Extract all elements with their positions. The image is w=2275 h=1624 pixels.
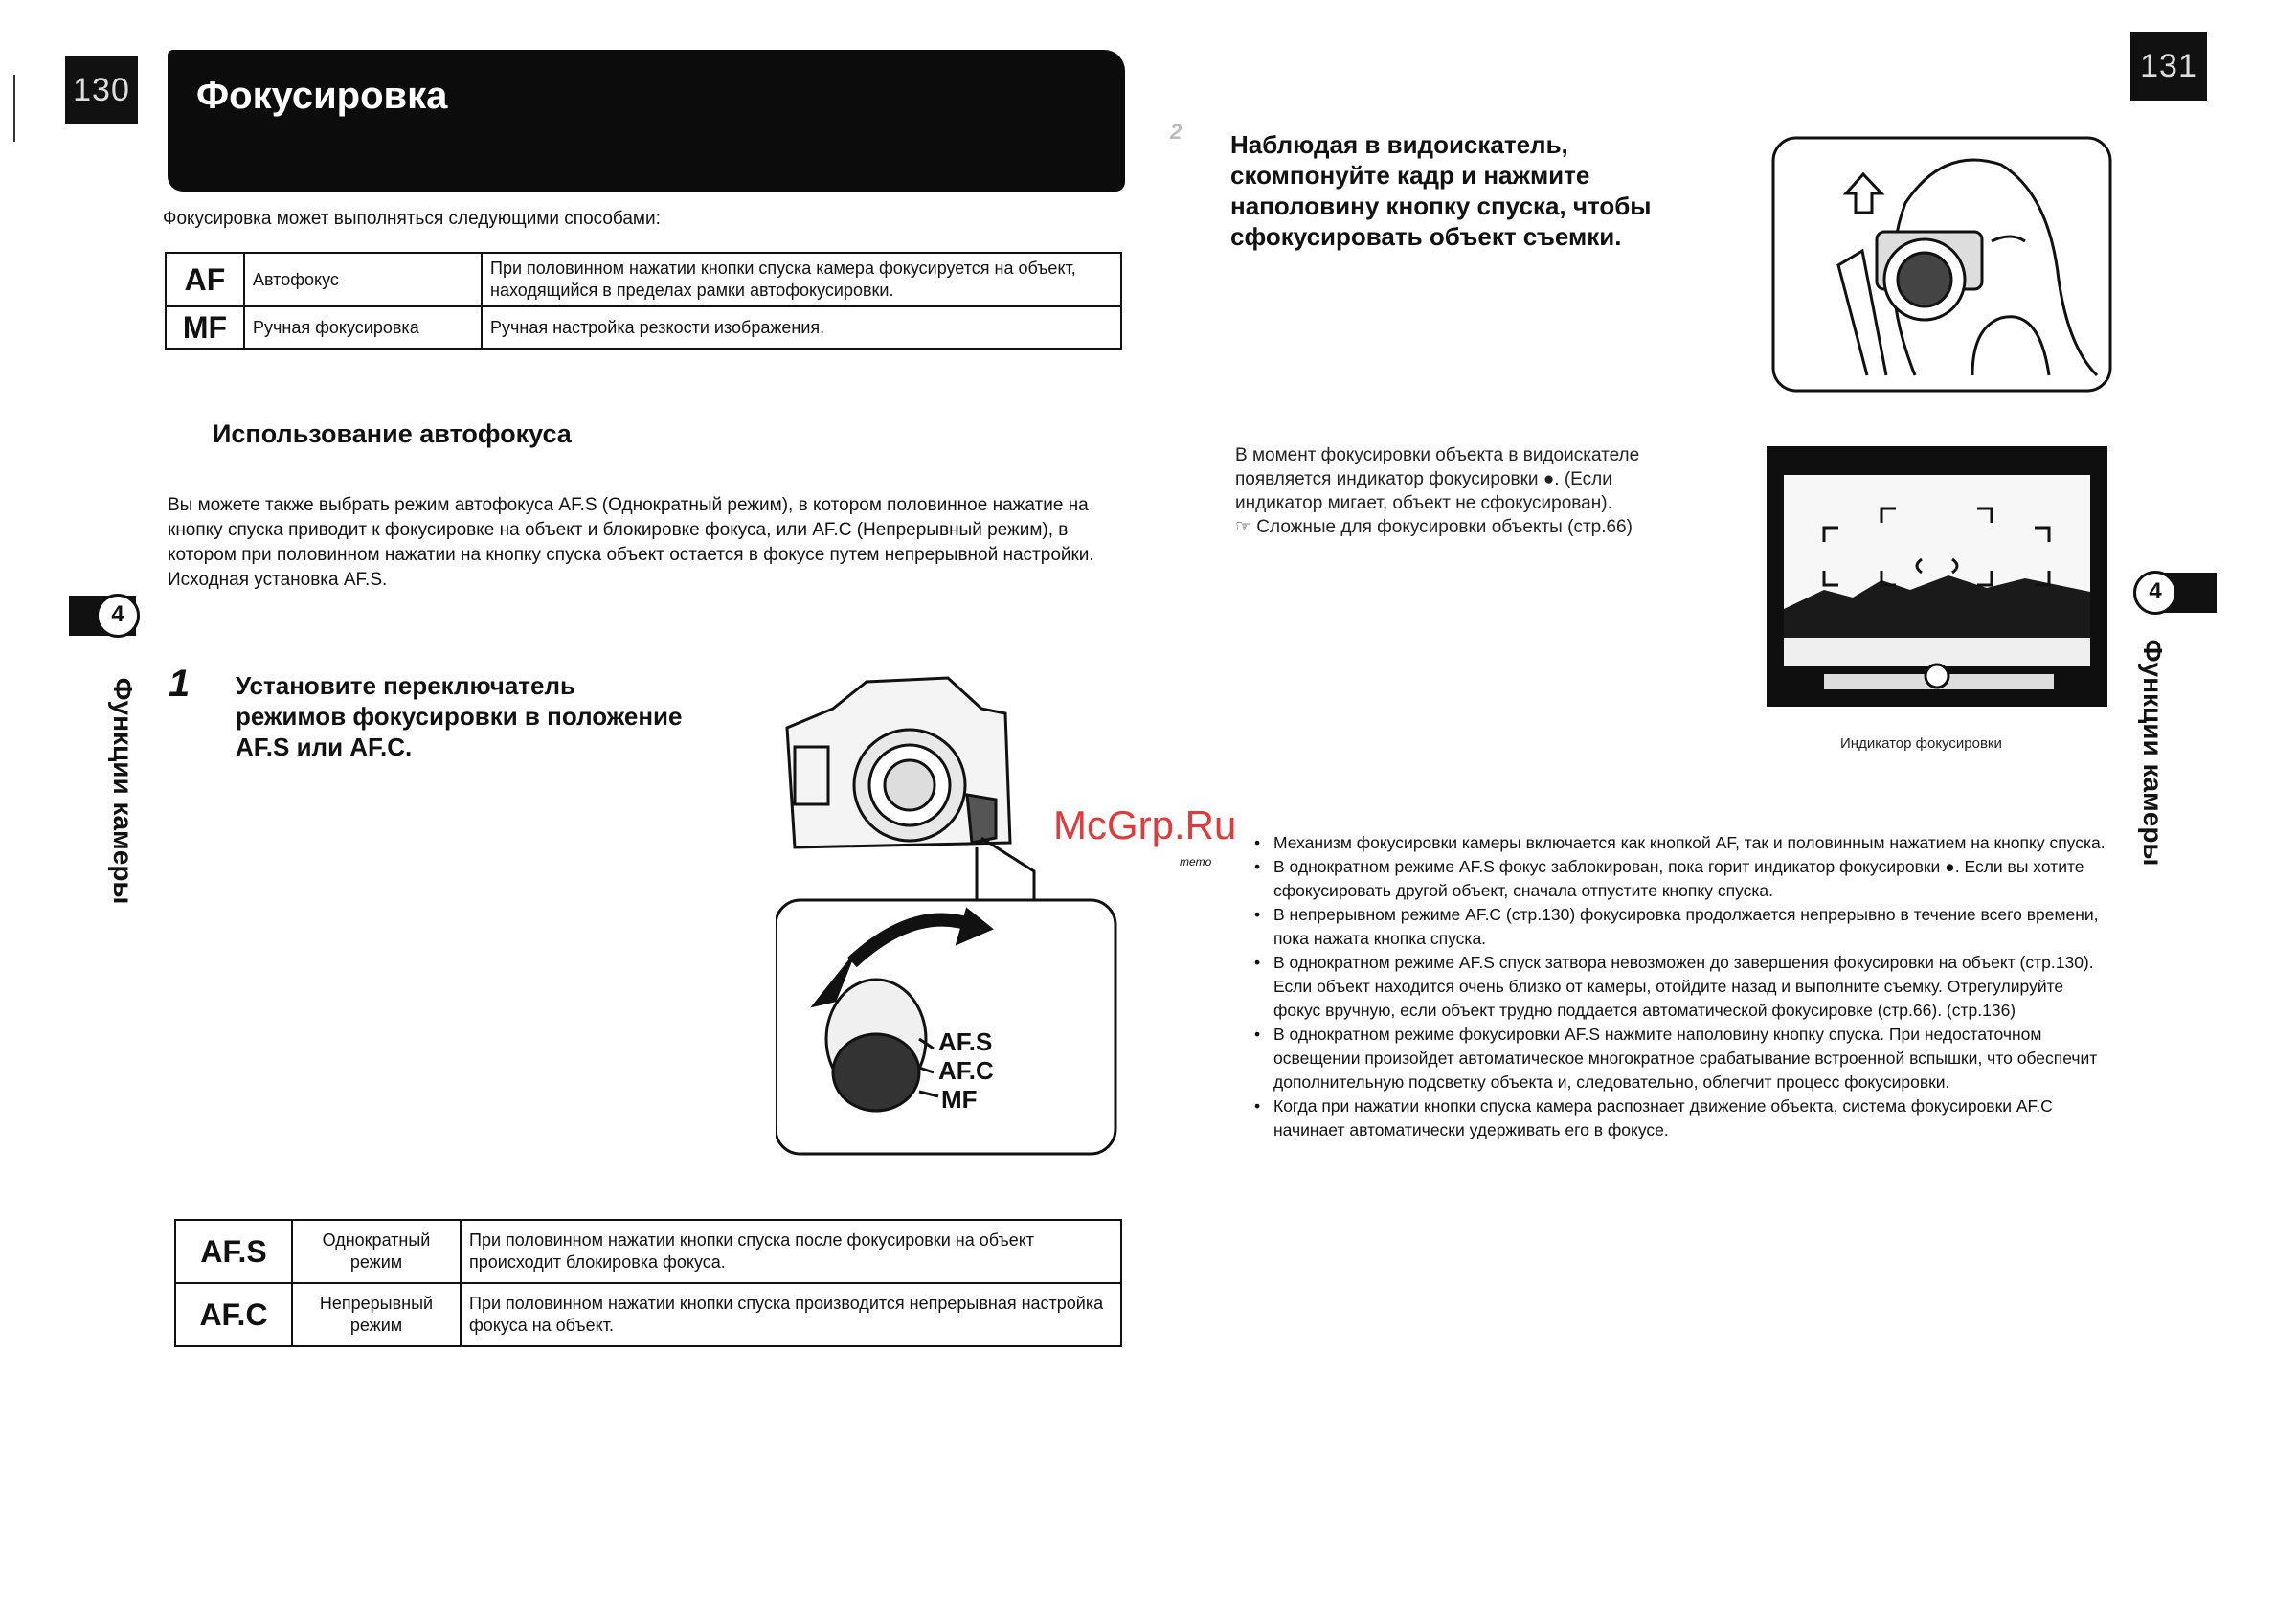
title-bar (168, 50, 1125, 192)
step-number: 1 (169, 663, 191, 705)
switch-label-afs: AF.S (938, 1027, 993, 1056)
chapter-tab-label: Функции камеры (108, 677, 138, 905)
focus-methods-table (165, 252, 1122, 350)
chapter-tab-number: 4 (2133, 571, 2177, 615)
mode-name: Однократный режим (292, 1220, 461, 1283)
table-row (166, 253, 1121, 306)
list-item: • В непрерывном режиме AF.C (стр.130) фокусировка продолжается непрерывно в течение всего времени, пока нажата кнопка спуска. (1250, 903, 2112, 951)
intro-text: Фокусировка может выполняться следующими способами: (163, 209, 661, 229)
section-paragraph: Вы можете также выбрать режим автофокуса AF.S (Однократный режим), в котором половинное нажатие на кнопку спуска приводит к фокусировке на объект и блокировке фокуса, или AF.C (Непрерывный режим), в котором при половинном нажатии на кнопку спуска объект остается в фокусе путем непрерывной настройки. Исходная установка AF.S. (168, 495, 1094, 590)
binding-mark (13, 75, 15, 142)
page-number-right: 131 (2130, 32, 2207, 101)
switch-label-afc: AF.C (938, 1056, 994, 1085)
list-item: • Когда при нажатии кнопки спуска камера распознает движение объекта, система фокусировки AF.C начинает автоматически удерживать его в фокусе. (1250, 1094, 2112, 1142)
section-heading: Использование автофокуса (213, 419, 572, 448)
mode-code: AF.C (175, 1283, 292, 1346)
method-name: Ручная фокусировка (244, 306, 482, 349)
list-item: • В однократном режиме AF.S спуск затвора невозможен до завершения фокусировки на объект (стр.130). Если объект находится очень близко от камеры, отойдите назад и выполните съемку. Отрегулируйте фокус вручную, если объект трудно поддается автоматической фокусировке (стр.66). (стр.136) (1250, 951, 2112, 1023)
page-number-left: 130 (65, 56, 138, 124)
list-item: • В однократном режиме AF.S фокус заблокирован, пока горит индикатор фокусировки ●. Если вы хотите сфокусировать другой объект, сначала отпустите кнопку спуска. (1250, 855, 2112, 903)
memo-label: memo (1180, 855, 1212, 868)
af-modes-table (174, 1219, 1122, 1347)
step-instruction: Наблюдая в видоискатель, скомпонуйте кадр и нажмите наполовину кнопку спуска, чтобы сфокусировать объект съемки. (1230, 130, 1652, 251)
switch-label-mf: MF (941, 1085, 978, 1114)
step-number: 2 (1170, 120, 1183, 144)
memo-list (1250, 831, 2112, 1142)
mode-name: Непрерывный режим (292, 1283, 461, 1346)
focus-indicator-note: В момент фокусировки объекта в видоискателе появляется индикатор фокусировки ●. (Если индикатор мигает, объект не сфокусирован). ☞ Сложные для фокусировки объекты (стр.66) (1235, 445, 1640, 537)
table-row (166, 306, 1121, 349)
page-title: Фокусировка (196, 75, 448, 117)
mode-description: При половинном нажатии кнопки спуска производится непрерывная настройка фокуса на объект. (461, 1283, 1121, 1346)
chapter-tab-number: 4 (96, 594, 140, 638)
list-item: • Механизм фокусировки камеры включается как кнопкой AF, так и половинным нажатием на кнопку спуска. (1250, 831, 2112, 855)
table-row (175, 1220, 1121, 1283)
method-description: При половинном нажатии кнопки спуска камера фокусируется на объект, находящийся в пределах рамки автофокусировки. (482, 253, 1121, 306)
list-item: • В однократном режиме фокусировки AF.S нажмите наполовину кнопку спуска. При недостаточном освещении произойдет автоматическое многократное срабатывание встроенной вспышки, что обеспечит дополнительную подсветку объекта и, следовательно, облегчит процесс фокусировки. (1250, 1023, 2112, 1094)
method-description: Ручная настройка резкости изображения. (482, 306, 1121, 349)
photographer-illustration (1771, 136, 2112, 393)
chapter-tab-label: Функции камеры (2138, 639, 2168, 867)
mode-description: При половинном нажатии кнопки спуска после фокусировки на объект происходит блокировка фокуса. (461, 1220, 1121, 1283)
watermark: McGrp.Ru (1053, 802, 1237, 847)
method-name: Автофокус (244, 253, 482, 306)
step-instruction: Установите переключатель режимов фокусировки в положение AF.S или AF.C. (236, 671, 683, 761)
mode-code: AF.S (175, 1220, 292, 1283)
method-code: AF (166, 253, 244, 306)
method-code: MF (166, 306, 244, 349)
viewfinder-illustration (1767, 446, 2107, 707)
table-row (175, 1283, 1121, 1346)
viewfinder-caption: Индикатор фокусировки (1840, 735, 2002, 752)
